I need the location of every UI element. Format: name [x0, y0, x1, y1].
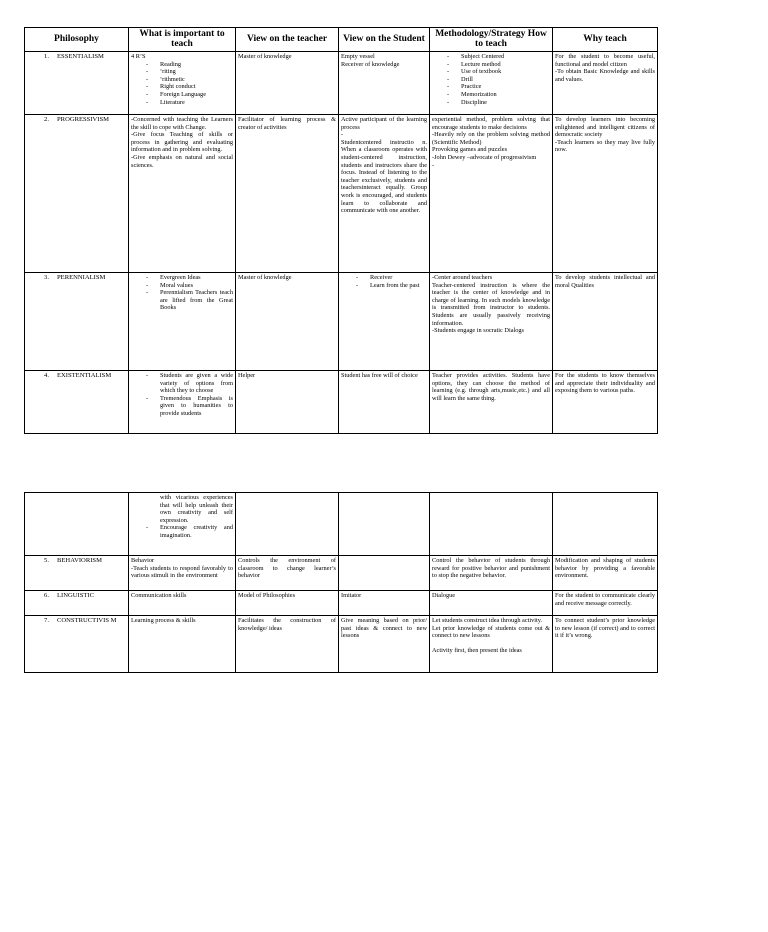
why-text: For the student to become useful, functional and model citizen -To obtain Basic Knowledge and skills and values.	[555, 53, 655, 83]
list-item: - Foreign Language	[146, 91, 233, 99]
row-perennialism	[25, 273, 658, 371]
student-text: Active participant of the learning process - Studentcentered instructio n. When a classroom operates with student-centered instruction, students and instructors share the focus. Instead of listening to the teacher exclusively, students and teachersinteract equally. Group work is encouraged, and students learn to collaborate and communicate with one another.	[341, 116, 427, 215]
row-number: 4.	[44, 372, 49, 379]
cell-teacher: Controls the environment of classroom to change learner’s behavior	[236, 556, 339, 591]
cell-why	[553, 115, 658, 273]
philosophy-table-page-1	[24, 27, 658, 434]
cell-important	[129, 371, 236, 434]
list-item: - ‘riting	[146, 68, 233, 76]
list-item: - Practice	[447, 83, 550, 91]
important-intro: 4 R’S	[131, 53, 146, 60]
row-existentialism	[25, 371, 658, 434]
row-number: 5.	[44, 557, 49, 564]
list-item: - Students are given a wide variety of options from which they to choose	[146, 372, 233, 395]
row-number: 1.	[44, 53, 49, 60]
list-item: - ‘rithmetic	[146, 76, 233, 84]
row-number: 6.	[44, 592, 49, 599]
list-item: - Memorization	[447, 91, 550, 99]
list-item: - Moral values	[146, 282, 233, 290]
list-item: - Use of textbook	[447, 68, 550, 76]
cell-student	[339, 556, 430, 591]
cell-method	[430, 115, 553, 273]
cell-important	[129, 273, 236, 371]
row-behaviorism	[25, 556, 658, 591]
cell-philosophy	[25, 616, 129, 673]
row-number: 2.	[44, 116, 49, 123]
philosophy-table-page-2	[24, 492, 658, 673]
header-teacher: View on the teacher	[236, 28, 339, 52]
cell-philosophy	[25, 115, 129, 273]
important-list	[131, 372, 233, 418]
cell-why	[553, 493, 658, 556]
important-text: Behavior -Teach students to respond favorably to various stimuli in the environment	[131, 557, 233, 580]
header-philosophy: Philosophy	[25, 28, 129, 52]
cell-teacher: Facilitator of learning process & creator of activities	[236, 115, 339, 273]
list-item: - Tremendous Emphasis is given to humanities to provide students	[146, 395, 233, 418]
row-constructivism	[25, 616, 658, 673]
method-text: -Center around teachers Teacher-centered instruction is where the teacher is the center of knowledge and in charge of learning. In such models knowledge is transmitted from instructor to students. Students are usually passively receiving information. -Students engage in socratic Dialogs	[432, 274, 550, 335]
row-existentialism-continued	[25, 493, 658, 556]
cell-philosophy	[25, 493, 129, 556]
cell-student	[339, 52, 430, 115]
cell-method: Dialogue	[430, 591, 553, 616]
cell-philosophy	[25, 591, 129, 616]
method-list	[432, 53, 550, 106]
list-item: - Drill	[447, 76, 550, 84]
cell-method	[430, 273, 553, 371]
header-row	[25, 28, 658, 52]
row-number: 7.	[44, 617, 49, 624]
cell-teacher	[236, 493, 339, 556]
list-item: - Lecture method	[447, 61, 550, 69]
philosophy-name: PERENNIALISM	[57, 274, 106, 281]
row-essentialism	[25, 52, 658, 115]
cell-philosophy	[25, 273, 129, 371]
cell-why: For the student to communicate clearly and receive message correctly.	[553, 591, 658, 616]
header-method: Methodology/Strategy How to teach	[430, 28, 553, 52]
philosophy-name: ESSENTIALISM	[57, 53, 104, 60]
cell-important: Communication skills	[129, 591, 236, 616]
cell-philosophy	[25, 52, 129, 115]
list-item: - Learn from the past	[356, 282, 427, 290]
philosophy-name: PROGRESSIVISM	[57, 116, 110, 123]
method-text: Let students construct idea through activity. Let prior knowledge of students come out & connect to new lessons Activity first, then present the ideas	[432, 617, 550, 655]
header-why: Why teach	[553, 28, 658, 52]
philosophy-name: LINGUISTIC	[57, 592, 94, 599]
cell-method	[430, 493, 553, 556]
important-list	[131, 274, 233, 312]
cell-teacher: Facilitates the construction of knowledge/ ideas	[236, 616, 339, 673]
cell-method	[430, 52, 553, 115]
cell-method: Control the behavior of students through reward for positive behavior and punishment to stop the negative behavior.	[430, 556, 553, 591]
list-item: - Reading	[146, 61, 233, 69]
cell-philosophy	[25, 371, 129, 434]
philosophy-name: CONSTRUCTIVIS M	[57, 617, 117, 624]
cell-philosophy	[25, 556, 129, 591]
cell-teacher: Model of Philosophies	[236, 591, 339, 616]
list-item: - Subject Centered	[447, 53, 550, 61]
cell-why: Modification and shaping of students behavior by providing a favorable environment.	[553, 556, 658, 591]
cell-why	[553, 273, 658, 371]
cell-student: Give meaning based on prior/ past ideas & connect to new lessons	[339, 616, 430, 673]
list-item: - Literature	[146, 99, 233, 107]
cell-teacher: Master of knowledge	[236, 52, 339, 115]
cell-important	[129, 52, 236, 115]
row-linguistic	[25, 591, 658, 616]
cell-method: Teacher provides activities. Students have options, they can choose the method of learning (e.g. through arts,music,etc.) and all will learn the same thing.	[430, 371, 553, 434]
list-item: - Encourage creativity and imagination.	[146, 524, 233, 539]
student-list	[341, 274, 427, 289]
list-item: - Perennialism Teachers teach are lifted from the Great Books	[146, 289, 233, 312]
cell-important	[129, 556, 236, 591]
cell-why: To connect student’s prior knowledge to new lesson (if correct) and to correct it if it’s wrong.	[553, 616, 658, 673]
cell-important	[129, 115, 236, 273]
philosophy-name: BEHAVIORISM	[57, 557, 102, 564]
philosophy-name: EXISTENTIALISM	[57, 372, 112, 379]
method-text: experiential method, problem solving that encourage students to make decisions -Heavily rely on the problem solving method (Scientific Method) Provoking games and puzzles -John Dewey –advocate of progressivism -	[432, 116, 550, 169]
important-list	[131, 61, 233, 107]
important-continued: with vicarious experiences that will help unleash their own creativity and self expression.	[160, 494, 233, 524]
list-item: - Evergreen Ideas	[146, 274, 233, 282]
cell-why: For the students to know themselves and appreciate their individuality and exposing them to various paths.	[553, 371, 658, 434]
cell-teacher: Master of knowledge	[236, 273, 339, 371]
cell-student	[339, 273, 430, 371]
student-line: Receiver of knowledge	[341, 60, 400, 68]
why-text: To develop students intellectual and moral Qualities	[555, 274, 655, 289]
list-item: - Discipline	[447, 99, 550, 107]
header-important: What is important to teach	[129, 28, 236, 52]
cell-method	[430, 616, 553, 673]
row-number: 3.	[44, 274, 49, 281]
cell-student: Imitator	[339, 591, 430, 616]
cell-teacher: Helper	[236, 371, 339, 434]
row-progressivism	[25, 115, 658, 273]
cell-student	[339, 493, 430, 556]
cell-student	[339, 115, 430, 273]
list-item: - Right conduct	[146, 83, 233, 91]
why-text: To develop learners into becoming enlightened and intelligent citizens of democratic society -Teach learners so they may live fully now.	[555, 116, 655, 154]
important-list	[131, 524, 233, 539]
list-item: - Receiver	[356, 274, 427, 282]
important-text: -Concerned with teaching the Learners the skill to cope with Change. -Give focus Teaching of skills or process in gathering and evaluating information and in problem solving. -Give emphasis on natural and social sciences.	[131, 116, 233, 169]
cell-student: Student has free will of choice	[339, 371, 430, 434]
cell-important	[129, 493, 236, 556]
student-line: Empty vessel	[341, 53, 375, 60]
cell-why	[553, 52, 658, 115]
cell-important: Learning process & skills	[129, 616, 236, 673]
header-student: View on the Student	[339, 28, 430, 52]
